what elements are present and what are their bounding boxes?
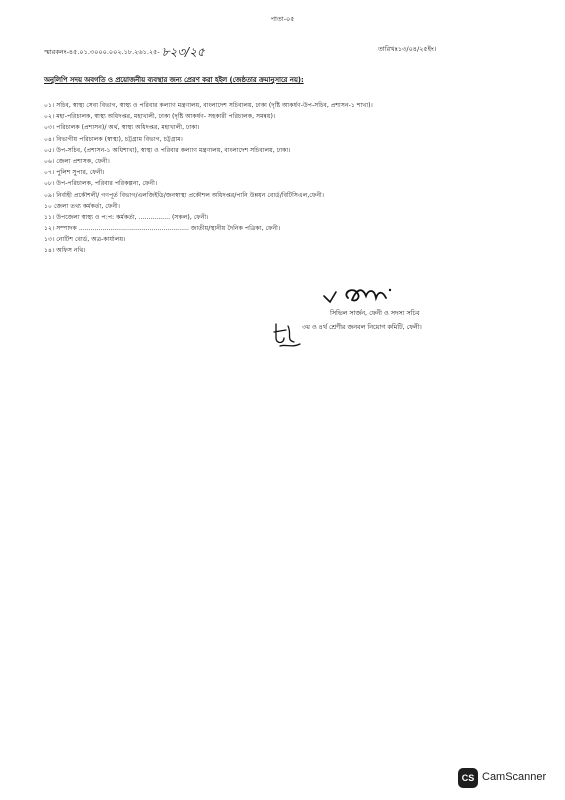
list-item: ১৪। অফিস নথি। [44, 247, 86, 255]
memo-number [44, 44, 205, 64]
list-item: ০৪। বিভাগীয় পরিচালক (স্বাস্থ্য), চট্টগ্রাম বিভাগ, চট্টগ্রাম। [44, 135, 183, 143]
signature-block [260, 280, 500, 370]
memo-date: তারিখঃ১৩/০৪/২৫ইং। [378, 45, 437, 53]
signatory-committee: ৩য় ও ৪র্থ শ্রেণীর জনবল নিয়োগ কমিটি, ফেনী। [302, 323, 422, 331]
camscanner-watermark: CamScanner [482, 771, 547, 783]
list-item: ০৫। উপ-সচিব, (প্রশাসন-১ অধিশাখা), স্বাস্থ্য ও পরিবার কল্যাণ মন্ত্রণালয়, বাংলাদেশ সচিবালয়, ঢাকা। [44, 146, 291, 154]
list-item: ১৩। নোটিশ বোর্ড, অত্র-কার্যালয়। [44, 236, 126, 244]
memo-number-printed: স্মারকনং-৪৫.০১.৩০০০.০০২.১৮.২৬১.২৫- [44, 48, 160, 56]
list-item: ০৮। উপ-পরিচালক, পরিবার পরিকল্পনা, ফেনী। [44, 180, 158, 188]
camscanner-logo-icon: CS [458, 768, 478, 788]
list-item: ০৯। নির্বাহী প্রকৌশলী/ গণপূর্ত বিভাগ/এলজিইডি/জনস্বাস্থ্য প্রকৌশল অধিদপ্তর/পানি উন্নয়ন বোর্ড/বিটিসিএল,ফেনী। [44, 191, 325, 199]
list-item: ১১। উপজেলা স্বাস্থ্য ও প:প: কর্মকর্তা, ................ (সকল), ফেনী। [44, 213, 209, 221]
list-item: ০৩। পরিচালক (প্রশাসন)/ অর্থ, স্বাস্থ্য অধিদপ্তর, মহাখালী, ঢাকা। [44, 124, 200, 132]
signature-mark [320, 280, 430, 308]
list-item: ১০ জেলা তথ্য কর্মকর্তা, ফেনী। [44, 202, 121, 210]
signatory-title: সিভিল সার্জন, ফেনী ও সদস্য সচিব [330, 309, 420, 317]
list-item: ১২। সম্পাদক ........................................................ জাতীয়/স্থানীয় দৈনিক পত্রিকা, ফেনী। [44, 225, 281, 233]
list-item: ০১। সচিব, স্বাস্থ্য সেবা বিভাগ, স্বাস্থ্য ও পরিবার কল্যাণ মন্ত্রণালয়, বাংলাদেশ সচিবালয়, ঢাকা (দৃষ্টি আকর্ষণ-উপ-সচিব, প্রশাসন-১ শাখা)। [44, 102, 373, 109]
initial-signature [270, 318, 304, 352]
list-item: ০২। মহা-পরিচালক, স্বাস্থ্য অধিদপ্তর, মহাখালী, ঢাকা (দৃষ্টি আকর্ষণ- সহকারী পরিচালক, সমন্বয়)। [44, 113, 276, 121]
copy-heading: অনুলিপি সদয় অবগতি ও প্রয়োজনীয় ব্যবস্থার জন্য প্রেরণ করা হইল (জেষ্ঠতার ক্রমানুসারে নয়): [44, 76, 304, 84]
list-item: ০৭। পুলিশ সুপার, ফেনী। [44, 169, 105, 177]
recipient-list [44, 100, 373, 257]
page-number: পাতা-০৫ [270, 15, 295, 23]
list-item: ০৬। জেলা প্রশাসক, ফেনী। [44, 157, 110, 165]
memo-number-handwritten: ৮২৩/২৫ [161, 45, 205, 59]
